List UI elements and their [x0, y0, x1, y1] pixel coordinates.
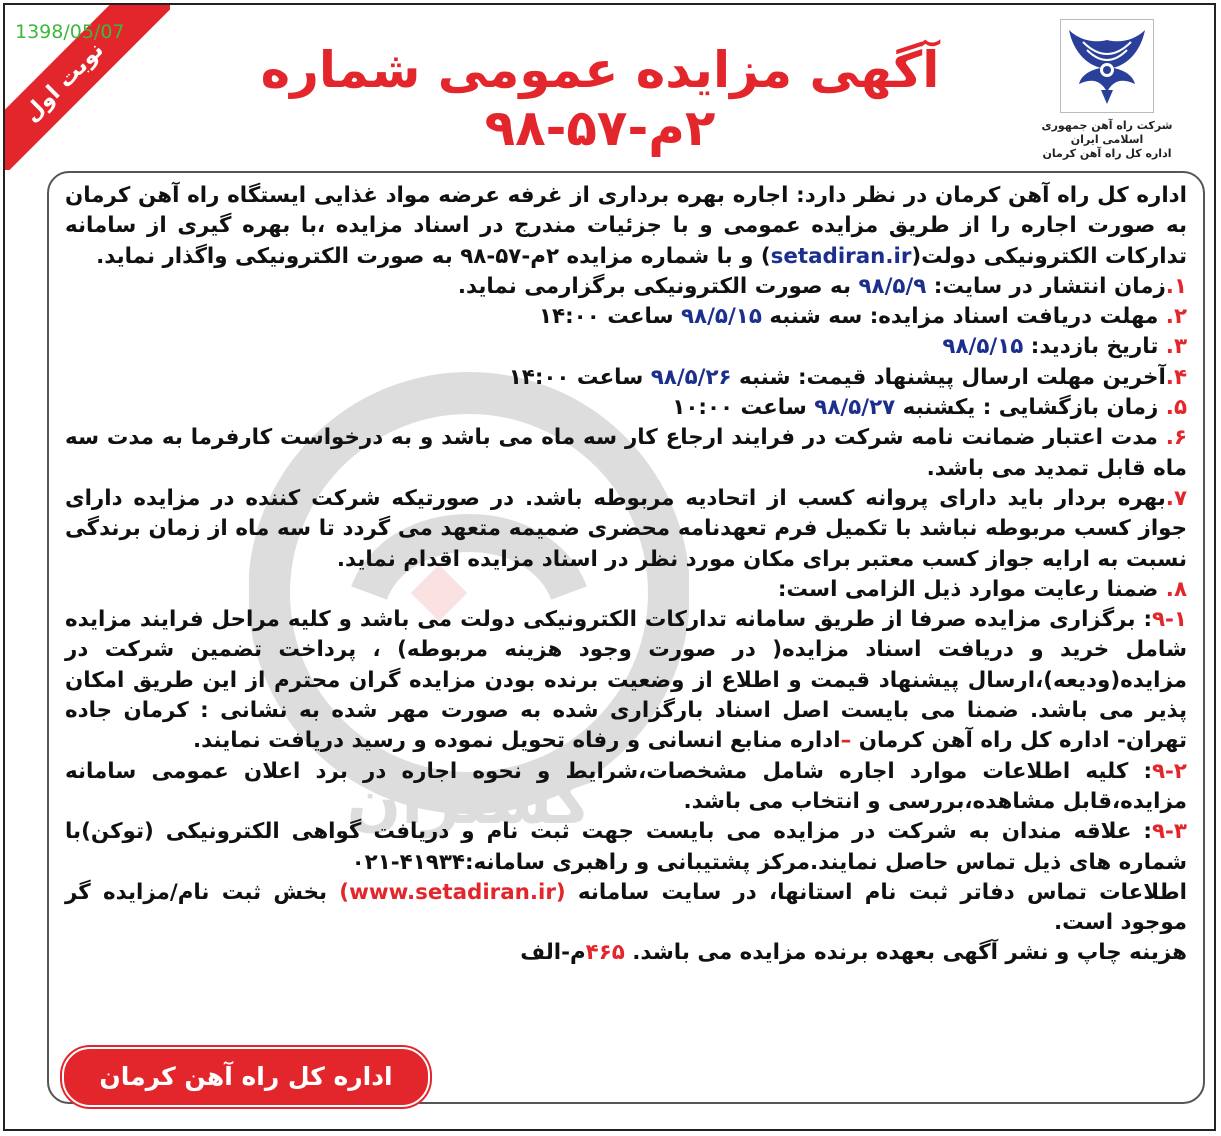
logo-caption-line1: شرکت راه آهن جمهوری اسلامی ایران: [1041, 119, 1173, 146]
item-date: ۹۸/۵/۹: [858, 273, 927, 299]
item-text: : کلیه اطلاعات موارد اجاره شامل مشخصات،شرایط و نحوه اجاره در برد اعلان عمومی سامانه مزایده،قابل مشاهده،بررسی و انتخاب می باشد.: [65, 758, 1187, 814]
item-text-end: ساعت ۱۴:۰۰: [508, 364, 651, 390]
item-number: ۹-۱: [1152, 607, 1187, 633]
item-date: ۹۸/۵/۱۵: [680, 304, 762, 330]
announcement-text: [65, 181, 1187, 969]
contact-text-end: بخش ثبت نام/مزایده گر موجود است.: [65, 879, 1187, 936]
item-6: [65, 423, 1187, 484]
item-3: [65, 332, 1187, 362]
footer-note: [65, 938, 1187, 968]
item-9-3: [65, 817, 1187, 878]
item-date: ۹۸/۵/۱۵: [942, 334, 1024, 360]
item-5: [65, 393, 1187, 423]
item-text-end: اداره منابع انسانی و رفاه تحویل نموده و رسید دریافت نمایند.: [193, 728, 841, 754]
item-number: ۵.: [1165, 395, 1187, 421]
item-number: ۷.: [1165, 485, 1187, 511]
footer-suffix: م-الف: [520, 940, 586, 966]
header: [5, 5, 1214, 170]
item-text-end: ساعت ۱۰:۰۰: [672, 395, 815, 421]
footer-text: هزینه چاپ و نشر آگهی بعهده برنده مزایده می باشد.: [624, 940, 1187, 966]
item-date: ۹۸/۵/۲۶: [650, 364, 732, 390]
item-number: ۹-۲: [1152, 758, 1187, 784]
logo-block: [1032, 19, 1182, 161]
item-7: [65, 484, 1187, 575]
setadiran-www-link[interactable]: (www.setadiran.ir): [339, 879, 566, 905]
date-stamp: 1398/05/07: [15, 21, 125, 43]
contact-paragraph: [65, 878, 1187, 939]
intro-paragraph: [65, 181, 1187, 272]
item-number: ۲.: [1165, 304, 1187, 330]
item-number: ۸.: [1165, 576, 1187, 602]
intro-text-end: ) و با شماره مزایده ۲م-۵۷-۹۸ به صورت الکترونیکی واگذار نماید.: [96, 243, 771, 269]
item-text: مدت اعتبار ضمانت نامه شرکت در فرایند ارجاع کار سه ماه می باشد و به درخواست کارفرما به مدت سه ماه قابل تمدید می باشد.: [65, 425, 1187, 481]
item-number: ۶.: [1165, 425, 1187, 451]
page-title: آگهی مزایده عمومی شماره ۲م-۵۷-۹۸: [260, 41, 940, 157]
contact-text: اطلاعات تماس دفاتر ثبت نام استانها، در سایت سامانه: [565, 879, 1187, 905]
item-8: [65, 575, 1187, 605]
item-date: ۹۸/۵/۲۷: [814, 395, 896, 421]
item-text: مهلت دریافت اسناد مزایده: سه شنبه: [761, 304, 1166, 330]
item-4: [65, 363, 1187, 393]
item-text: بهره بردار باید دارای پروانه کسب از اتحادیه مربوطه باشد. در صورتیکه شرکت کننده در مزایده دارای جواز کسب مربوطه نباشد با تکمیل فرم تعهدنامه محضری ضمیمه متعهد می گردد تا سه ماه از زمان برندگی نسبت به ارایه جواز کسب معتبر برای مکان مورد نظر در اسناد مزایده اقدام نماید.: [65, 485, 1187, 572]
setadiran-link[interactable]: setadiran.ir: [770, 243, 912, 269]
item-dash: –: [840, 728, 852, 754]
item-number: ۱.: [1165, 273, 1187, 299]
item-text: : برگزاری مزایده صرفا از طریق سامانه تدارکات الکترونیکی دولت می باشد و کلیه مراحل فرایند مزایده شامل خرید و دریافت اسناد مزایده( در صورت وجود هزینه مربوطه) ، پرداخت تضمین شرکت در مزایده(ودیعه)،ارسال پیشنهاد قیمت و اطلاع از وضعیت برنده بودن مزایده گران محترم از این طریق امکان پذیر می باشد. ضمنا می بایست اصل اسناد بارگزاری شده به صورت مهر شده به نشانی : کرمان جاده تهران- اداره کل راه آهن کرمان: [65, 607, 1187, 754]
item-text: زمان انتشار در سایت:: [926, 273, 1166, 299]
logo-caption: [1032, 119, 1182, 161]
intro-text: اداره کل راه آهن کرمان در نظر دارد: اجاره بهره برداری از غرفه عرضه مواد غذایی ایستگاه راه آهن کرمان به صورت اجاره را از طریق مزایده عمومی و با جزئیات مندرج در اسناد مزایده ،با بهره گیری از سامانه تدارکات الکترونیکی دولت(: [65, 183, 1187, 269]
item-text-end: ساعت ۱۴:۰۰: [538, 304, 681, 330]
item-text: آخرین مهلت ارسال پیشنهاد قیمت: شنبه: [731, 364, 1166, 390]
item-text: زمان بازگشایی : یکشنبه: [895, 395, 1166, 421]
issuer-badge: اداره کل راه آهن کرمان: [62, 1047, 430, 1107]
footer-code: ۴۶۵: [585, 940, 625, 966]
item-number: ۳.: [1165, 334, 1187, 360]
item-text: ضمنا رعایت موارد ذیل الزامی است:: [777, 576, 1166, 602]
item-number: ۴.: [1165, 364, 1187, 390]
ribbon-text: نوبت اول: [19, 37, 109, 128]
railway-wings-logo-icon: [1060, 19, 1154, 113]
item-text-end: به صورت الکترونیکی برگزارمی نماید.: [457, 273, 859, 299]
item-2: [65, 302, 1187, 332]
announcement-body: [47, 171, 1205, 1104]
logo-caption-line2: اداره کل راه آهن کرمان: [1042, 147, 1172, 160]
item-text: : علاقه مندان به شرکت در مزایده می بایست جهت ثبت نام و دریافت گواهی الکترونیکی (توکن)با شماره های ذیل تماس حاصل نمایند.مرکز پشتیبانی و راهبری سامانه:۴۱۹۳۴-۰۲۱: [65, 819, 1187, 875]
item-1: [65, 272, 1187, 302]
watermark-text: گستران: [346, 765, 592, 839]
item-9-2: [65, 757, 1187, 818]
item-9-1: [65, 605, 1187, 756]
item-number: ۹-۳: [1152, 819, 1187, 845]
item-text: تاریخ بازدید:: [1023, 334, 1166, 360]
